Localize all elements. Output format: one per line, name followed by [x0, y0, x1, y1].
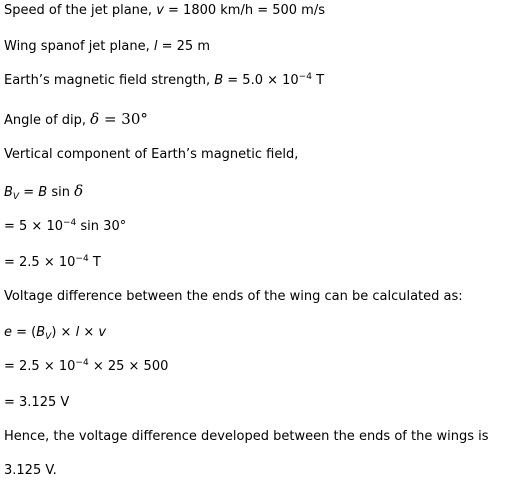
- emf-v: v: [98, 325, 107, 340]
- delta-symbol: δ: [90, 110, 100, 128]
- vertical-heading: Vertical component of Earth’s magnetic field,: [4, 147, 299, 162]
- speed-value: = 1800 km/h = 500 m/s: [163, 3, 325, 18]
- emf-mid: ) ×: [51, 325, 76, 340]
- speed-label: Speed of the jet plane,: [4, 3, 157, 18]
- bv-step2-suffix: T: [88, 255, 101, 270]
- bv-step1-exponent: −4: [63, 218, 77, 228]
- emf-step1-exponent: −4: [75, 358, 89, 368]
- speed-variable: v: [156, 3, 164, 18]
- wingspan-variable: l: [153, 39, 158, 54]
- bv-step2-prefix: = 2.5 × 10: [4, 255, 76, 270]
- bv-formula-line: [4, 183, 83, 201]
- dip-label: Angle of dip,: [4, 113, 91, 128]
- emf-equals: = (: [12, 325, 37, 340]
- conclusion-line-1: Hence, the voltage difference developed between the ends of the wings is: [4, 429, 489, 444]
- emf-b-subscript: V: [45, 332, 52, 342]
- emf-times: ×: [79, 325, 99, 340]
- bv-step2-exponent: −4: [75, 254, 89, 264]
- field-line: [4, 73, 324, 89]
- voltage-heading: Voltage difference between the ends of the wing can be calculated as:: [4, 289, 463, 304]
- bv-step1-suffix: sin 30°: [76, 219, 127, 234]
- field-unit: T: [311, 73, 325, 88]
- emf-step1-line: [4, 359, 168, 375]
- field-variable: B: [214, 73, 224, 88]
- bv-step2-line: [4, 255, 101, 271]
- emf-l: l: [75, 325, 80, 340]
- emf-formula-line: [4, 325, 106, 341]
- conclusion-line-2: 3.125 V.: [4, 463, 57, 478]
- bv-lhs: B: [4, 185, 13, 200]
- field-exponent: −4: [298, 72, 312, 82]
- emf-step1-prefix: = 2.5 × 10: [4, 359, 76, 374]
- bv-sin: sin: [47, 185, 75, 200]
- bv-delta-symbol: δ: [74, 182, 84, 200]
- dip-value: = 30°: [99, 110, 148, 128]
- bv-equals: =: [19, 185, 39, 200]
- emf-step1-suffix: × 25 × 500: [88, 359, 169, 374]
- emf-b: B: [36, 325, 46, 340]
- bv-step1-line: [4, 219, 126, 235]
- bv-lhs-subscript: V: [12, 192, 20, 202]
- emf-lhs: e: [4, 325, 12, 340]
- wingspan-value: = 25 m: [157, 39, 210, 54]
- speed-line: [4, 3, 325, 19]
- wingspan-label: Wing spanof jet plane,: [4, 39, 154, 54]
- emf-step2-line: = 3.125 V: [4, 395, 70, 410]
- wingspan-line: [4, 39, 210, 55]
- field-value: = 5.0 × 10: [223, 73, 299, 88]
- field-label: Earth’s magnetic field strength,: [4, 73, 215, 88]
- bv-step1-prefix: = 5 × 10: [4, 219, 63, 234]
- bv-rhs: B: [38, 185, 48, 200]
- dip-line: [4, 111, 148, 129]
